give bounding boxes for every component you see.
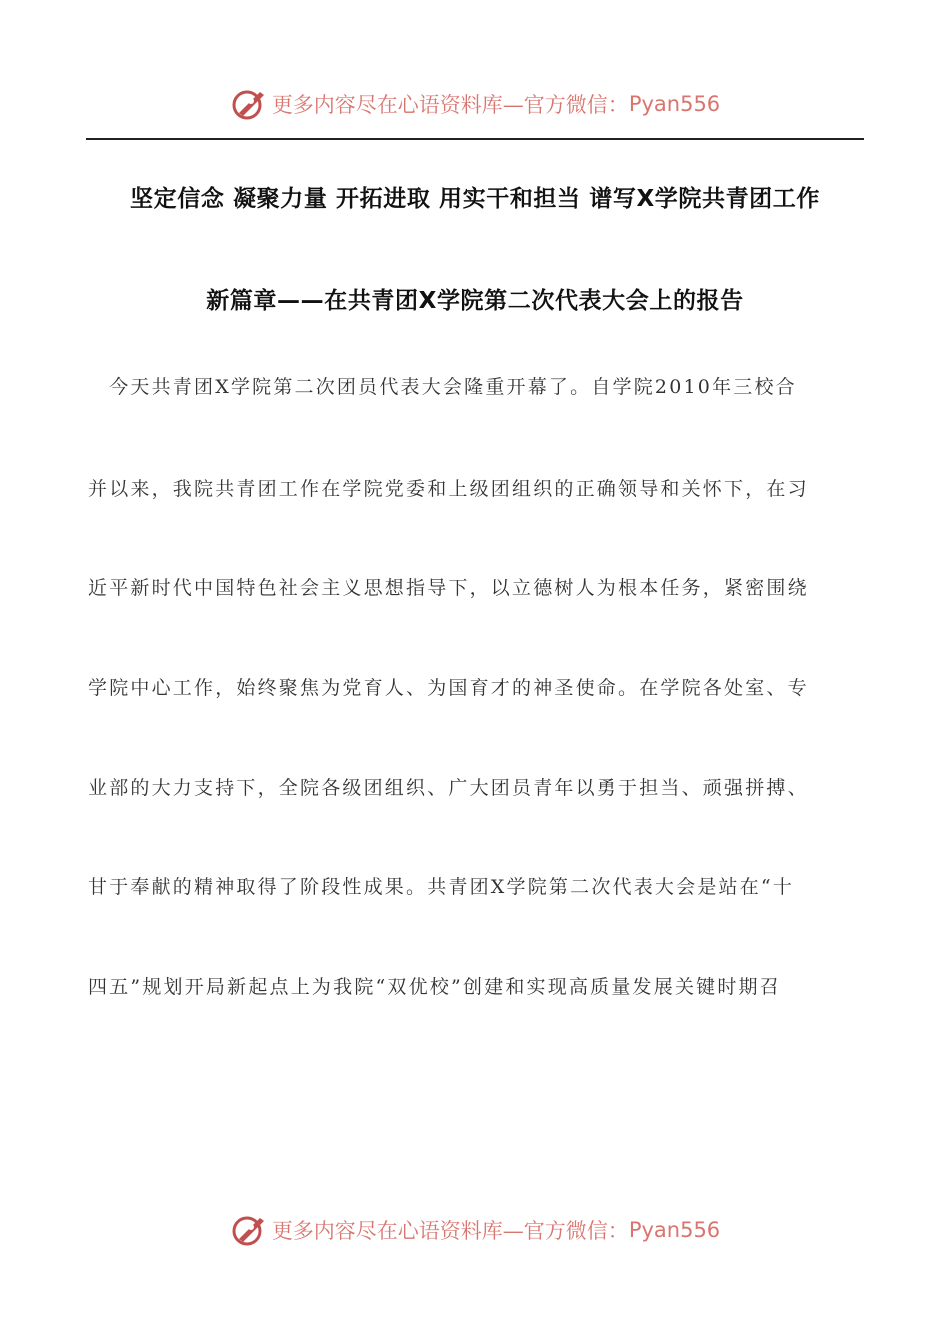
body-line: 学院中心工作，始终聚焦为党育人、为国育才的神圣使命。在学院各处室、专 — [88, 677, 809, 699]
watermark-handle: Pyan556 — [628, 92, 721, 116]
footer-watermark — [0, 1210, 950, 1250]
watermark-text: 更多内容尽在心语资料库—官方微信： — [271, 93, 629, 117]
pen-circle-logo-icon — [230, 1212, 268, 1248]
watermark-handle: Pyan556 — [628, 1218, 721, 1242]
body-line: 近平新时代中国特色社会主义思想指导下，以立德树人为根本任务，紧密围绕 — [88, 577, 809, 599]
body-line: 四五”规划开局新起点上为我院“双优校”创建和实现高质量发展关键时期召 — [88, 976, 781, 998]
body-line: 今天共青团X学院第二次团员代表大会隆重开幕了。自学院2010年三校合 — [88, 376, 797, 398]
document-title-line-2: 新篇章——在共青团X学院第二次代表大会上的报告 — [206, 288, 744, 314]
body-line: 业部的大力支持下，全院各级团组织、广大团员青年以勇于担当、顽强拼搏、 — [88, 777, 809, 799]
watermark-text: 更多内容尽在心语资料库—官方微信： — [271, 1219, 629, 1243]
header-divider — [86, 138, 864, 140]
pen-circle-logo-icon — [230, 86, 268, 122]
header-watermark — [0, 84, 950, 124]
document-title-line-1: 坚定信念 凝聚力量 开拓进取 用实干和担当 谱写X学院共青团工作 — [130, 186, 820, 212]
body-line: 并以来，我院共青团工作在学院党委和上级团组织的正确领导和关怀下，在习 — [88, 478, 809, 500]
body-line: 甘于奉献的精神取得了阶段性成果。共青团X学院第二次代表大会是站在“十 — [88, 876, 795, 898]
